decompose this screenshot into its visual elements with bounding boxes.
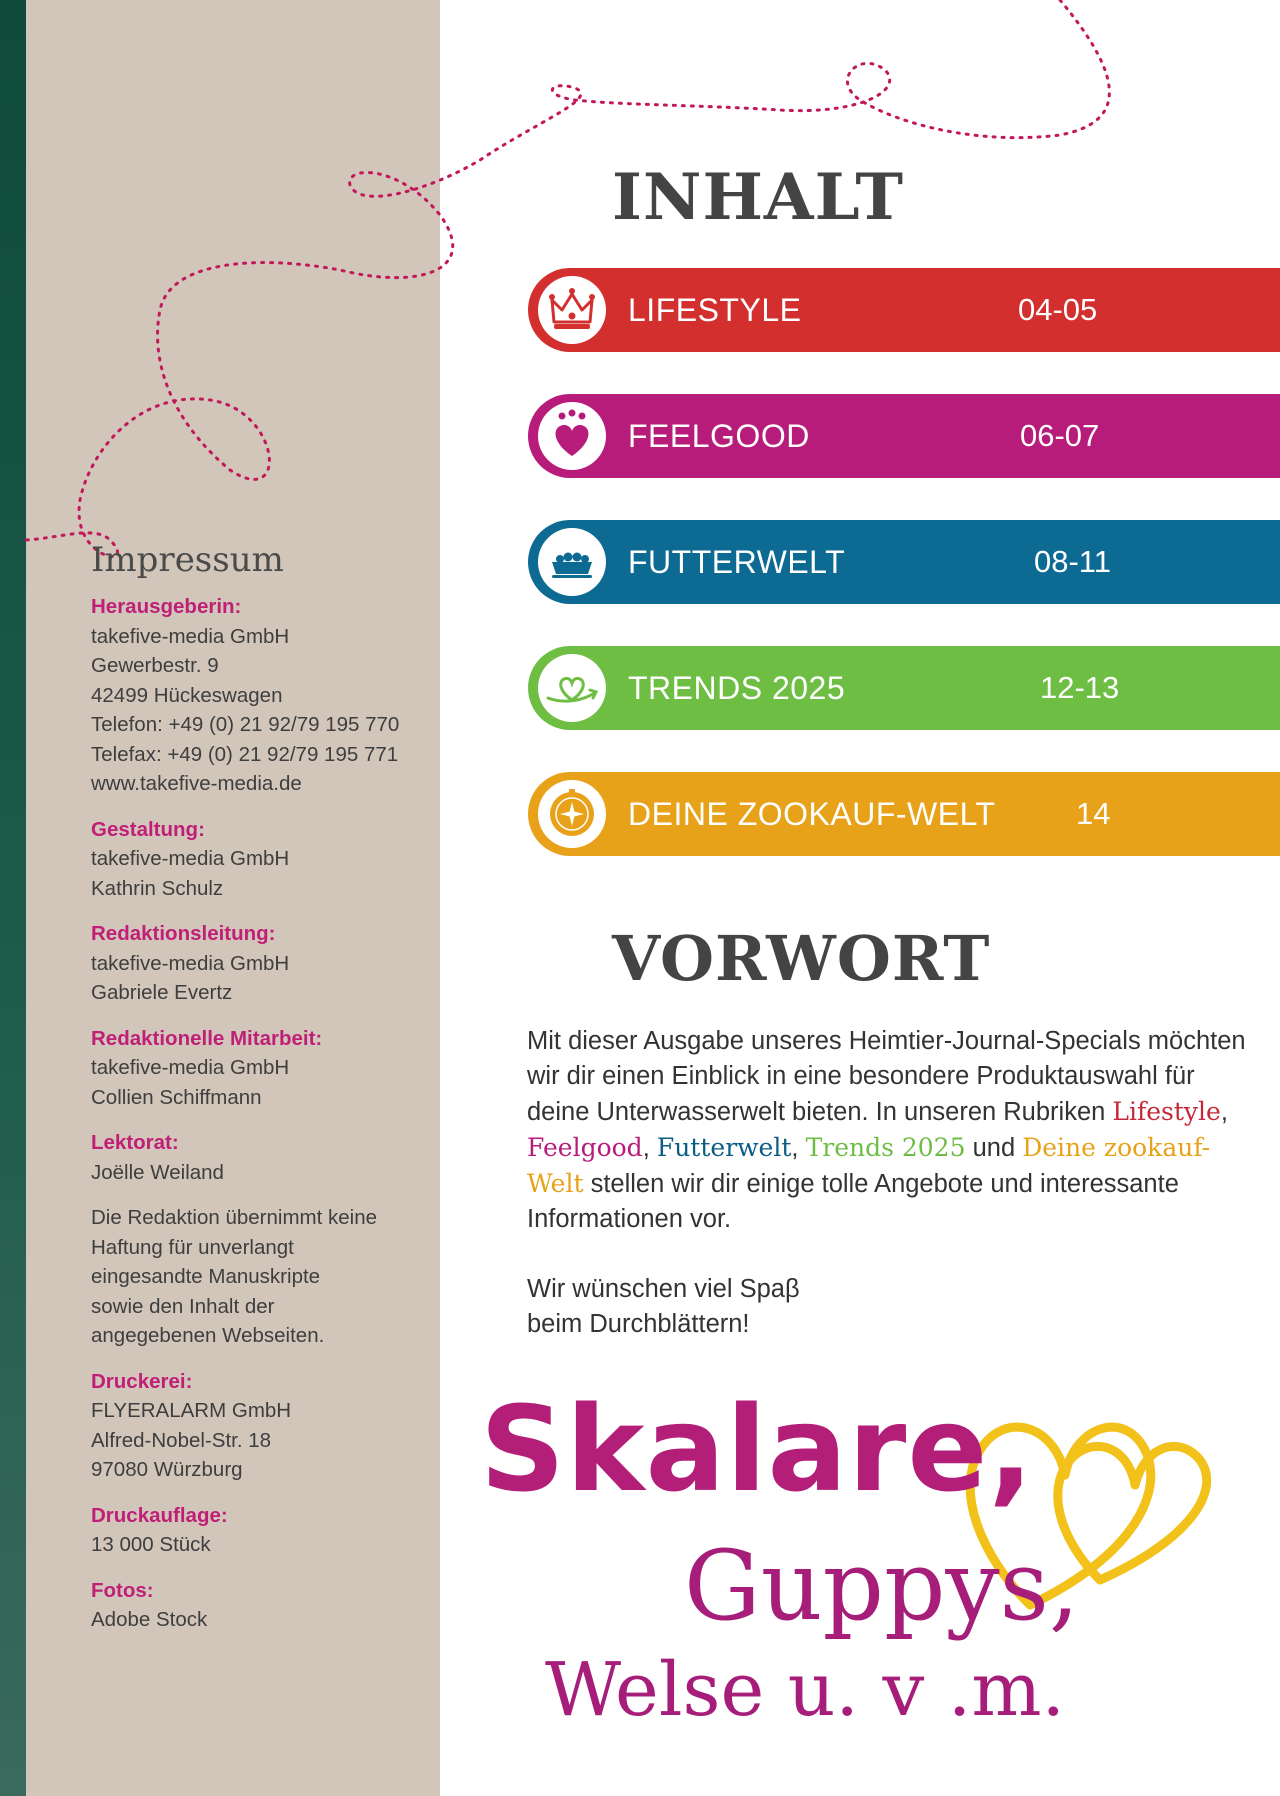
foreword-separator: , xyxy=(791,1134,806,1162)
slogan-line-1: Skalare, xyxy=(480,1380,1035,1518)
toc-item-label: DEINE ZOOKAUF-WELT xyxy=(628,796,996,832)
impressum-block xyxy=(91,1128,431,1187)
impressum-line: FLYERALARM GmbH xyxy=(91,1399,292,1422)
impressum xyxy=(91,540,431,1651)
toc-item-trends-2025[interactable] xyxy=(528,646,1280,730)
keyword-feelgood: Feelgood xyxy=(527,1133,643,1162)
compass-icon xyxy=(538,780,606,848)
toc-item-pages: 14 xyxy=(1076,796,1111,831)
impressum-block xyxy=(91,1501,431,1560)
toc-item-lifestyle[interactable] xyxy=(528,268,1280,352)
foreword-closing xyxy=(527,1272,1247,1342)
impressum-line: angegebenen Webseiten. xyxy=(91,1324,325,1347)
foreword-paragraph xyxy=(527,1024,1247,1237)
toc-item-pages: 04-05 xyxy=(1018,292,1098,327)
toc-item-feelgood[interactable] xyxy=(528,394,1280,478)
impressum-line: Adobe Stock xyxy=(91,1608,208,1631)
toc-item-label: TRENDS 2025 xyxy=(628,670,846,706)
impressum-line: takefive-media GmbH xyxy=(91,624,290,648)
impressum-block xyxy=(91,592,431,799)
impressum-line: Haftung für unverlangt xyxy=(91,1235,294,1259)
foreword-separator: , xyxy=(1220,1098,1228,1126)
slogan-line-2: Guppys, xyxy=(684,1530,1080,1642)
impressum-line: Gabriele Evertz xyxy=(91,981,233,1004)
keyword-futterwelt: Futterwelt xyxy=(656,1133,792,1162)
impressum-label: Druckerei: xyxy=(91,1369,193,1393)
toc-item-pages: 08-11 xyxy=(1034,544,1111,579)
impressum-line: sowie den Inhalt der xyxy=(91,1294,275,1318)
impressum-line: Gewerbestr. 9 xyxy=(91,654,219,677)
impressum-line: Collien Schiffmann xyxy=(91,1085,262,1109)
foreword-separator: , xyxy=(642,1134,657,1162)
impressum-line: Telefax: +49 (0) 21 92/79 195 771 xyxy=(91,742,399,766)
toc-item-label: FUTTERWELT xyxy=(628,544,846,580)
impressum-line: takefive-media GmbH xyxy=(91,1056,290,1079)
impressum-label: Gestaltung: xyxy=(91,817,205,841)
impressum-block xyxy=(91,1367,431,1485)
impressum-blocks xyxy=(91,592,431,1635)
impressum-line: 13 000 Stück xyxy=(91,1533,211,1556)
impressum-line: takefive-media GmbH xyxy=(91,847,290,870)
impressum-line: Alfred-Nobel-Str. 18 xyxy=(91,1428,272,1452)
impressum-label: Druckauflage: xyxy=(91,1503,228,1527)
slogan xyxy=(470,1380,1270,1740)
impressum-line: Joëlle Weiland xyxy=(91,1160,224,1184)
impressum-line: Die Redaktion übernimmt keine xyxy=(91,1206,377,1229)
closing-line-2: beim Durchblättern! xyxy=(527,1310,750,1338)
foreword-text xyxy=(527,1024,1247,1377)
keyword-deine-zookauf-welt: Deine zookauf-Welt xyxy=(527,1133,1211,1198)
impressum-line: 42499 Hückeswagen xyxy=(91,683,283,707)
keyword-lifestyle: Lifestyle xyxy=(1112,1097,1221,1126)
impressum-line: Telefon: +49 (0) 21 92/79 195 770 xyxy=(91,713,400,736)
foreword-text-end: stellen wir dir einige tolle Angebote und interessante Informationen vor. xyxy=(527,1170,1179,1233)
impressum-block xyxy=(91,1203,431,1351)
heart-arrow-icon xyxy=(538,654,606,722)
toc-item-label: LIFESTYLE xyxy=(628,292,802,328)
toc-item-label: FEELGOOD xyxy=(628,418,810,454)
heart-paw-icon xyxy=(538,402,606,470)
foreword-heading: VORWORT xyxy=(612,922,991,995)
impressum-line: www.takefive-media.de xyxy=(91,772,302,795)
impressum-title: Impressum xyxy=(91,540,284,580)
toc-item-pages: 12-13 xyxy=(1040,670,1120,705)
impressum-line: takefive-media GmbH xyxy=(91,951,290,975)
impressum-block xyxy=(91,1024,431,1113)
impressum-block xyxy=(91,1576,431,1635)
impressum-line: Kathrin Schulz xyxy=(91,876,224,900)
foreword-separator: und xyxy=(965,1134,1023,1162)
toc-item-deine-zookauf-welt[interactable] xyxy=(528,772,1280,856)
impressum-label: Lektorat: xyxy=(91,1131,179,1154)
crown-icon xyxy=(538,276,606,344)
impressum-label: Redaktionelle Mitarbeit: xyxy=(91,1026,323,1050)
slogan-line-3: Welse u. v .m. xyxy=(545,1647,1066,1733)
impressum-line: eingesandte Manuskripte xyxy=(91,1265,321,1288)
impressum-block xyxy=(91,815,431,904)
closing-line-1: Wir wünschen viel Spaβ xyxy=(527,1275,800,1303)
keyword-trends-2025: Trends 2025 xyxy=(805,1133,966,1162)
toc-item-pages: 06-07 xyxy=(1020,418,1100,453)
impressum-label: Redaktionsleitung: xyxy=(91,922,276,945)
impressum-label: Herausgeberin: xyxy=(91,595,242,618)
impressum-block xyxy=(91,919,431,1008)
foreword-text-start: Mit dieser Ausgabe unseres Heimtier-Journal-Specials möchten wir dir einen Einblick in eine besondere Produktauswahl für deine Unterwasserwelt bieten. In unseren Rubriken xyxy=(527,1027,1246,1126)
contents-heading: INHALT xyxy=(612,160,904,235)
food-bowl-icon xyxy=(538,528,606,596)
impressum-line: 97080 Würzburg xyxy=(91,1458,243,1481)
impressum-label: Fotos: xyxy=(91,1578,154,1602)
toc-item-futterwelt[interactable] xyxy=(528,520,1280,604)
